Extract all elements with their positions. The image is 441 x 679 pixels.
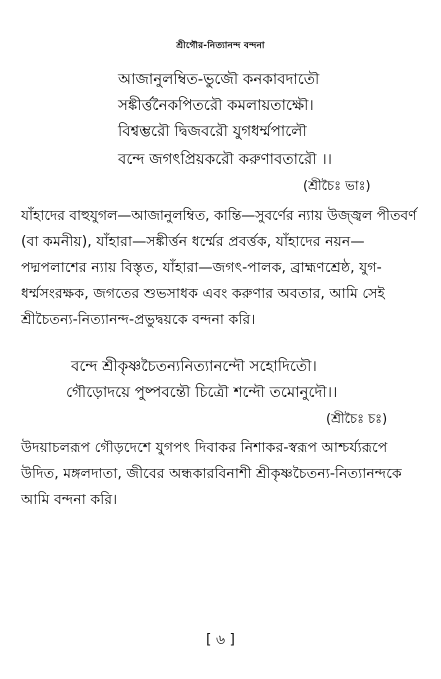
page-number: [ ৬ ] [206,632,235,648]
page-title: শ্রীগৌর-নিত্যানন্দ বন্দনা [176,41,265,51]
verse-line: গৌড়োদয়ে পুষ্পবন্তৌ চিত্রৌ শন্দৌ তমোনুদৌ।। [66,383,338,401]
verse-line: বন্দে জগৎপ্রিয়করৌ করুণাবতারৌ ।। [118,150,333,168]
verse-line: বিশ্বম্ভরৌ দ্বিজবরৌ যুগধর্ম্মপালৌ [118,122,307,140]
verse-line: সঙ্কীর্ত্তনৈকপিতরৌ কমলায়তাক্ষৌ। [118,96,314,114]
paragraph-line: উদয়াচলরূপ গৌড়দেশে যুগপৎ দিবাকর নিশাকর-স্বরূপ আশ্চর্য্যরূপে [21,440,388,456]
verse-source-citation: (শ্রীচৈঃ চঃ) [326,412,388,427]
verse-source-citation: (শ্রীচৈঃ ভাঃ) [303,179,371,194]
verse-line: আজানুলম্বিত-ভুজৌ কনকাবদাতৌ [118,70,320,88]
paragraph-line: উদিত, মঙ্গলদাতা, জীবের অন্ধকারবিনাশী শ্রীকৃষ্ণচৈতন্য-নিত্যানন্দকে [21,466,402,482]
paragraph-line: পদ্মপলাশের ন্যায় বিস্তৃত, যাঁহারা—জগৎ-পালক, ব্রাহ্মণশ্রেষ্ঠ, যুগ- [21,260,382,276]
paragraph-line: আমি বন্দনা করি। [21,492,118,508]
translation-paragraph-1 [21,203,421,333]
paragraph-line: (বা কমনীয়), যাঁহারা—সঙ্কীর্ত্তন ধর্ম্মের প্রবর্ত্তক, যাঁহাদের নয়ন— [21,234,365,250]
paragraph-line: যাঁহাদের বাহুযুগল—আজানুলম্বিত, কান্তি—সুবর্ণের ন্যায় উজ্জ্বল পীতবর্ণ [21,208,417,224]
paragraph-line: ধর্ম্মসংরক্ষক, জগতের শুভসাধক এবং করুণার অবতার, আমি সেই [21,286,385,302]
translation-paragraph-2 [21,435,421,513]
verse-line: বন্দে শ্রীকৃষ্ণচৈতন্যনিত্যানন্দৌ সহোদিতৌ। [71,357,317,375]
paragraph-line: শ্রীচৈতন্য-নিত্যানন্দ-প্রভুদ্বয়কে বন্দনা করি। [21,312,256,328]
